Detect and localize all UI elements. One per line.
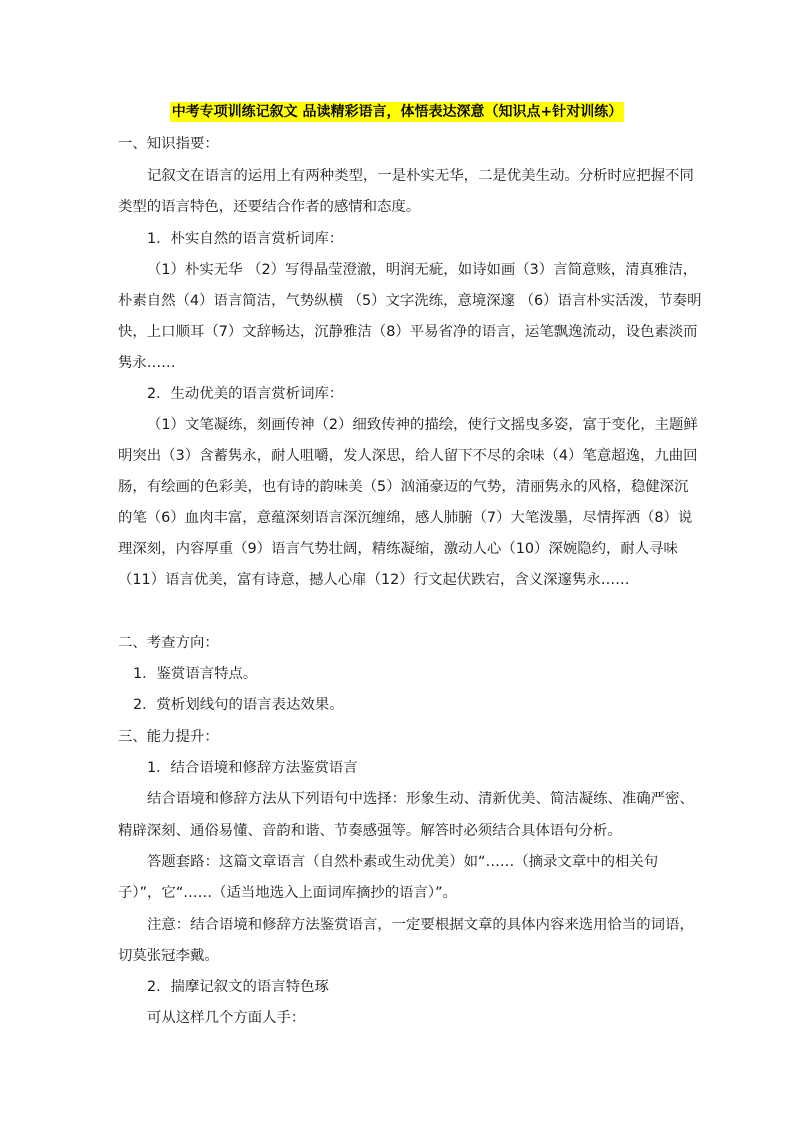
title-container [0, 101, 794, 122]
paragraph-line: 朴素自然（4）语言简洁，气势纵横 （5）文字洗练，意境深邃 （6）语言朴实活泼，节奏明 [118, 293, 702, 309]
paragraph-line: （1）朴实无华 （2）写得晶莹澄澈，明润无疵，如诗如画（3）言简意赅，清真雅洁， [147, 262, 698, 278]
paragraph-line: 的笔（6）血肉丰富，意蕴深刻语言深沉缠绵，感人肺腑（7）大笔泼墨，尽情挥洒（8）说 [118, 510, 693, 526]
paragraph-line: 隽永…… [118, 355, 176, 371]
paragraph-line: （1）文笔凝练，刻画传神（2）细致传神的描绘，使行文摇曳多姿，富于变化，主题鲜 [147, 417, 698, 433]
paragraph-line: （11）语言优美，富有诗意，撼人心扉（12）行文起伏跌宕，含义深邃隽永…… [118, 572, 630, 588]
subheading-4: 2．揣摩记叙文的语言特色琢 [147, 979, 329, 995]
paragraph-line: 答题套路：这篇文章语言（自然朴素或生动优美）如“……（摘录文章中的相关句 [147, 854, 659, 870]
paragraph-line: 结合语境和修辞方法从下列语句中选择：形象生动、清新优美、简洁凝练、准确严密、 [147, 791, 694, 807]
paragraph-line: 肠，有绘画的色彩美，也有诗的韵味美（5）汹涌豪迈的气势，清丽隽永的风格，稳健深沉 [118, 479, 689, 495]
section-heading-2: 二、考查方向： [118, 635, 219, 651]
subheading-2: 2．生动优美的语言赏析词库： [147, 386, 344, 402]
list-item: 1．鉴赏语言特点。 [133, 666, 258, 682]
subheading-3: 1．结合语境和修辞方法鉴赏语言 [147, 760, 358, 776]
document-title: 中考专项训练记叙文 品读精彩语言，体悟表达深意（知识点+针对训练） [171, 104, 623, 120]
paragraph-line: 快，上口顺耳（7）文辞畅达，沉静雅洁（8）平易省净的语言，运笔飘逸流动，设色素淡而 [118, 324, 698, 340]
paragraph-line: 类型的语言特色，还要结合作者的感情和态度。 [118, 199, 421, 215]
paragraph-line: 可从这样几个方面人手： [147, 1010, 306, 1026]
paragraph-line: 切莫张冠李戴。 [118, 948, 219, 964]
paragraph-line: 记叙文在语言的运用上有两种类型，一是朴实无华，二是优美生动。分析时应把握不同 [147, 168, 694, 184]
list-item: 2．赏析划线句的语言表达效果。 [133, 697, 344, 713]
paragraph-line: 理深刻，内容厚重（9）语言气势壮阔，精练凝缩，激动人心（10）深婉隐约，耐人寻味 [118, 541, 678, 557]
paragraph-line: 子）”，它“……（适当地选入上面词库摘抄的语言）”。 [118, 885, 457, 901]
section-heading-1: 一、知识指要： [118, 136, 219, 152]
paragraph-line: 精辟深刻、通俗易懂、音韵和谐、节奏感强等。解答时必须结合具体语句分析。 [118, 823, 622, 839]
paragraph-line: 明突出（3）含蓄隽永，耐人咀嚼，发人深思，给人留下不尽的余味（4）笔意超逸，九曲回 [118, 448, 698, 464]
paragraph-line: 注意：结合语境和修辞方法鉴赏语言，一定要根据文章的具体内容来选用恰当的词语， [147, 917, 694, 933]
section-heading-3: 三、能力提升： [118, 729, 219, 745]
subheading-1: 1．朴实自然的语言赏析词库： [147, 231, 344, 247]
